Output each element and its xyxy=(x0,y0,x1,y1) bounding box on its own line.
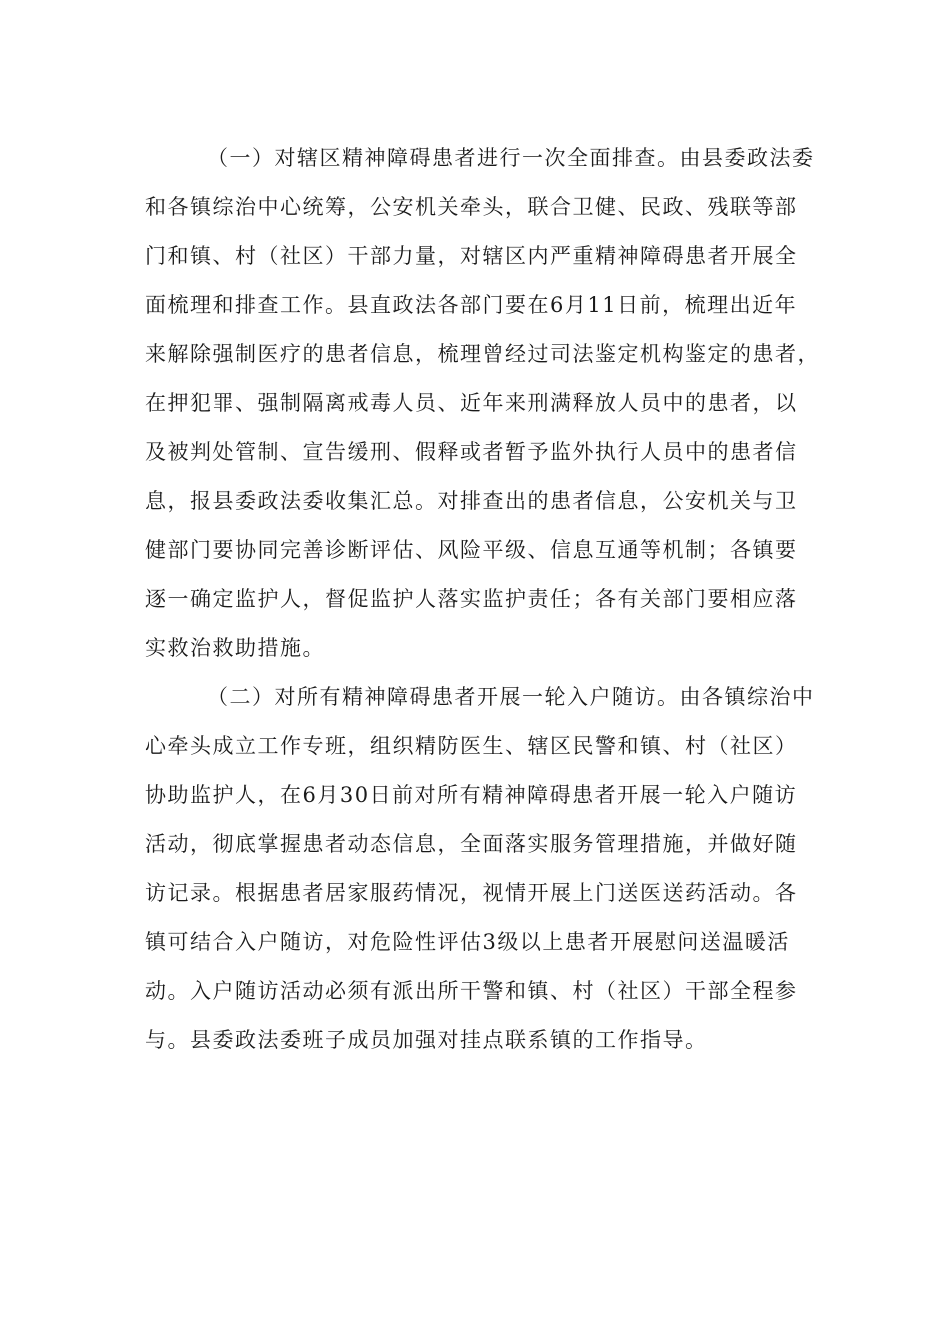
paragraph-line: 访记录。根据患者居家服药情况，视情开展上门送医送药活动。各 xyxy=(145,881,798,905)
paragraph-line: 及被判处管制、宣告缓刑、假释或者暂予监外执行人员中的患者信 xyxy=(145,440,798,464)
paragraph-line: 逐一确定监护人，督促监护人落实监护责任；各有关部门要相应落 xyxy=(145,587,798,611)
document-body xyxy=(145,134,820,1065)
paragraph-line: 面梳理和排查工作。县直政法各部门要在6月11日前，梳理出近年 xyxy=(145,293,798,317)
paragraph-line: （二）对所有精神障碍患者开展一轮入户随访。由各镇综治中 xyxy=(207,685,815,709)
paragraph-line: 门和镇、村（社区）干部力量，对辖区内严重精神障碍患者开展全 xyxy=(145,244,798,268)
paragraph-line: 来解除强制医疗的患者信息，梳理曾经过司法鉴定机构鉴定的患者， xyxy=(145,342,820,366)
paragraph-2 xyxy=(145,673,815,1065)
paragraph-line: （一）对辖区精神障碍患者进行一次全面排查。由县委政法委 xyxy=(207,146,815,170)
paragraph-line: 健部门要协同完善诊断评估、风险平级、信息互通等机制；各镇要 xyxy=(145,538,798,562)
paragraph-line: 活动，彻底掌握患者动态信息，全面落实服务管理措施，并做好随 xyxy=(145,832,798,856)
paragraph-line: 在押犯罪、强制隔离戒毒人员、近年来刑满释放人员中的患者，以 xyxy=(145,391,798,415)
paragraph-line: 镇可结合入户随访，对危险性评估3级以上患者开展慰问送温暖活 xyxy=(145,930,790,954)
paragraph-line: 心牵头成立工作专班，组织精防医生、辖区民警和镇、村（社区） xyxy=(145,734,798,758)
paragraph-line: 息，报县委政法委收集汇总。对排查出的患者信息，公安机关与卫 xyxy=(145,489,798,513)
paragraph-line: 与。县委政法委班子成员加强对挂点联系镇的工作指导。 xyxy=(145,1028,708,1052)
paragraph-line: 动。入户随访活动必须有派出所干警和镇、村（社区）干部全程参 xyxy=(145,979,798,1003)
paragraph-line: 实救治救助措施。 xyxy=(145,636,325,660)
paragraph-line: 和各镇综治中心统筹，公安机关牵头，联合卫健、民政、残联等部 xyxy=(145,195,798,219)
paragraph-line: 协助监护人，在6月30日前对所有精神障碍患者开展一轮入户随访 xyxy=(145,783,798,807)
paragraph-1 xyxy=(145,134,820,673)
